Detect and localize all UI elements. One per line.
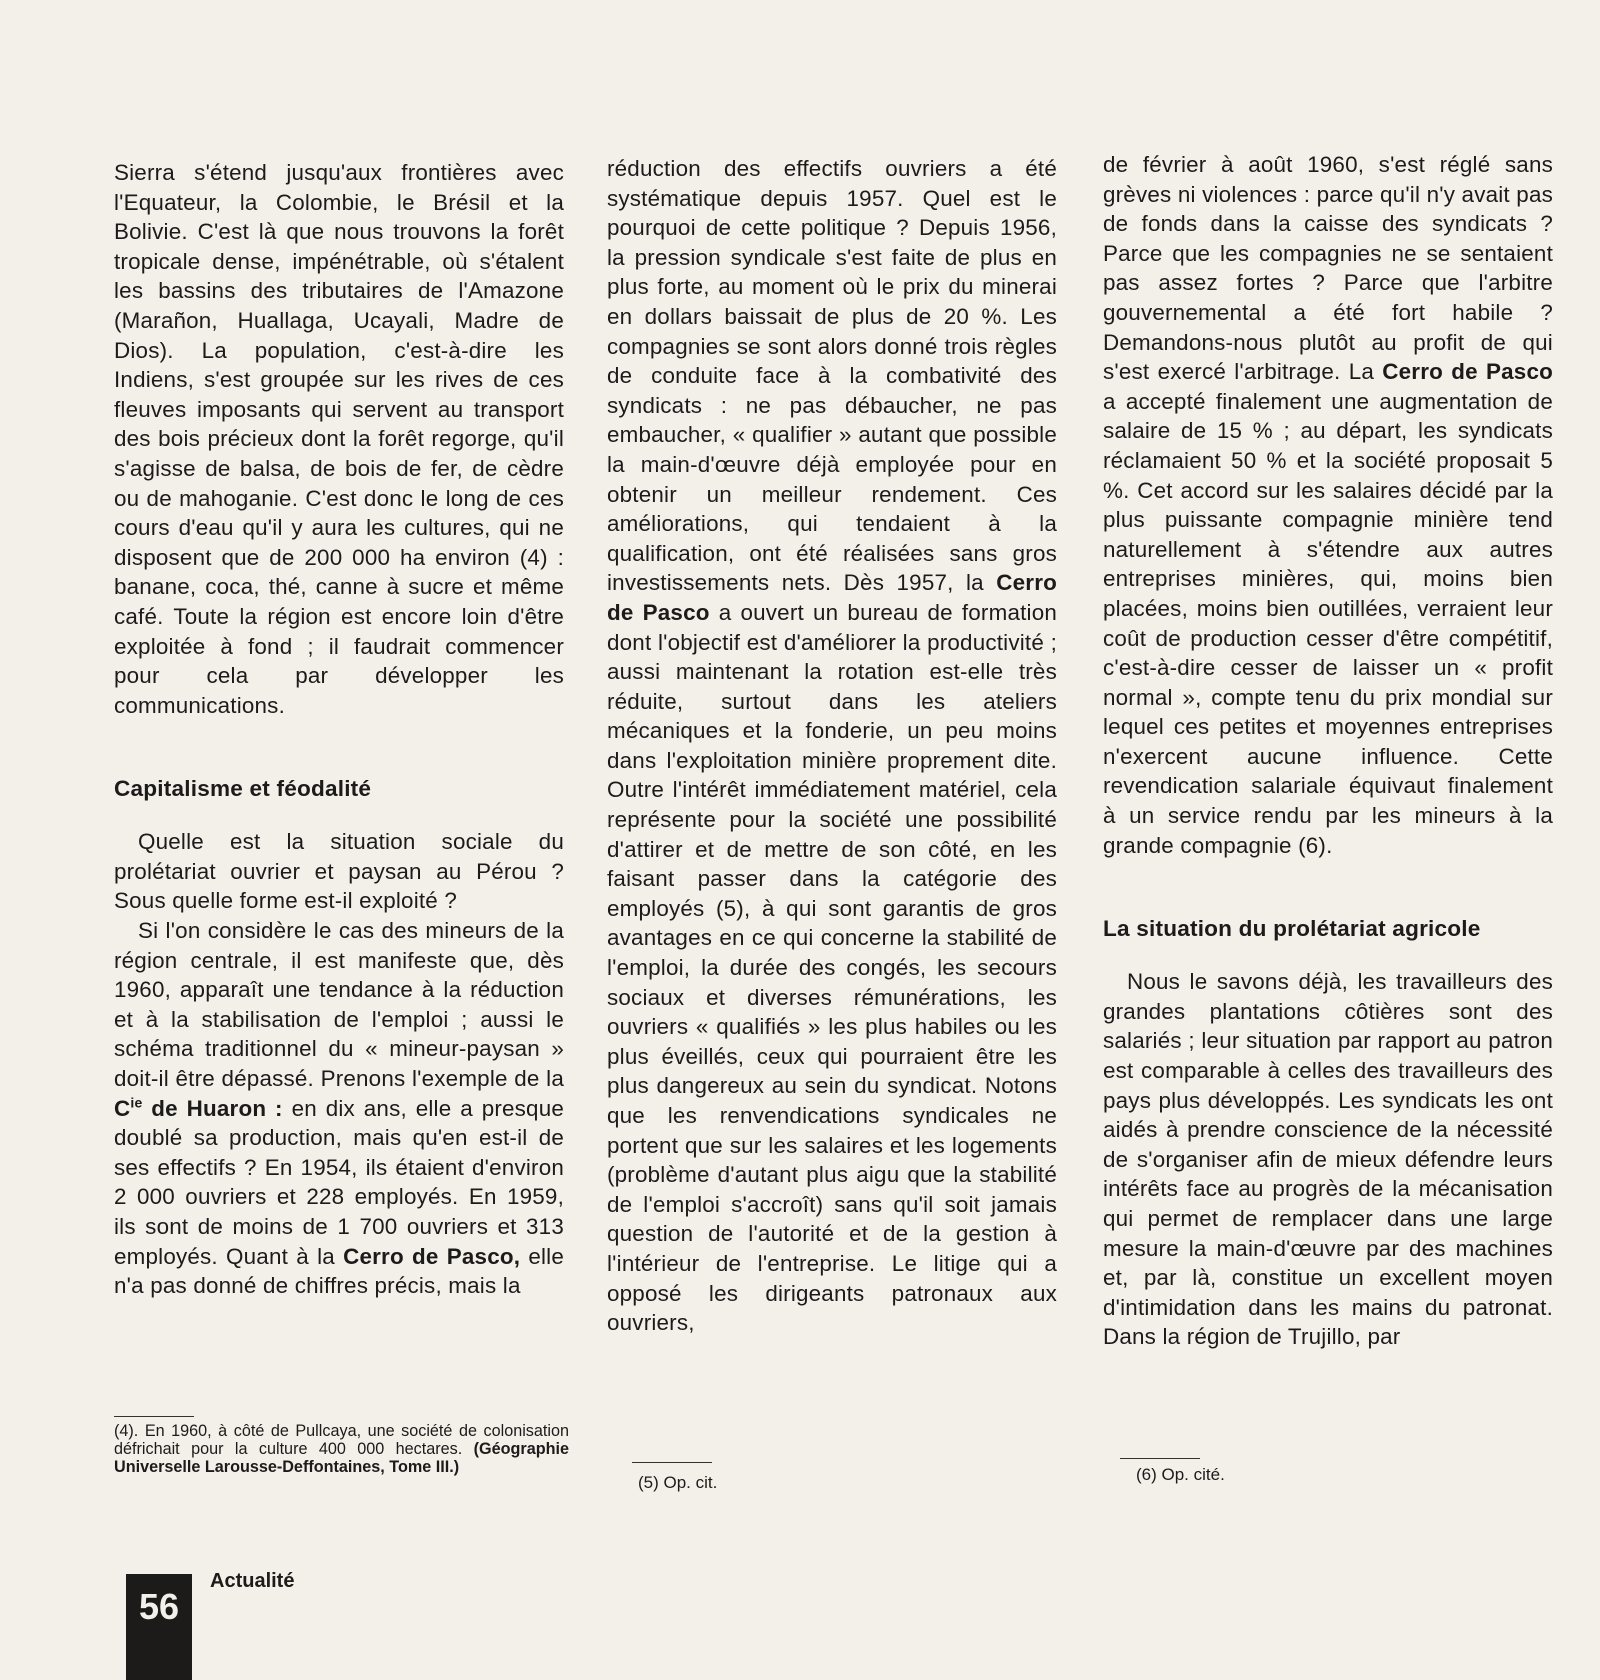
paragraph [607, 154, 1057, 1338]
text-run: a accepté finalement une augmentation de salaire de 15 % ; au départ, les syndicats réclamaient 50 % et la société proposait 5 %. Cet accord sur les salaires décidé par la plus puissante compagnie minière tend naturellement à s'étendre aux autres entreprises minières, qui, moins bien placées, moins bien outillées, verraient leur coût de production cesser d'être compétitif, c'est-à-dire cesser de laisser un « profit normal », compte tenu du prix mondial sur lequel ces petites et moyennes entreprises n'exercent aucune influence. Cette revendication salariale équivaut finalement à un service rendu par les mineurs à la grande compagnie (6). [1103, 388, 1553, 858]
paragraph [1103, 150, 1553, 860]
column-1 [114, 158, 564, 1301]
footnote-source: (Géographie Universelle Larousse-Deffontaines, Tome III.) [114, 1440, 569, 1477]
footnote-6: (6) Op. cité. [1136, 1465, 1225, 1484]
text-run: en dix ans, elle a presque doublé sa production, mais qu'en est-il de ses effectifs ? En 1954, ils étaient d'environ 2 000 ouvriers et 228 employés. En 1959, ils sont de moins de 1 700 ouvriers et 313 employés. Quant à la [114, 1095, 565, 1269]
paragraph: Nous le savons déjà, les travailleurs des grandes plantations côtières sont des salariés ; leur situation par rapport au patron est comparable à celles des travailleurs des pays plus développés. Les syndicats les ont aidés à prendre conscience de la nécessité de s'organiser afin de mieux défendre leurs intérêts face au progrès de la mécanisation qui permet de remplacer dans une large mesure la main-d'œuvre par des machines et, par là, constitue un excellent moyen d'intimidation dans les mains du patronat. Dans la région de Trujillo, par [1103, 969, 1553, 1350]
page-number-block [126, 1574, 192, 1680]
footnote-rule [632, 1462, 712, 1463]
footnote-rule [1120, 1458, 1200, 1459]
column-3 [1103, 150, 1553, 1352]
text-run: C [114, 1095, 131, 1121]
paragraph: Sierra s'étend jusqu'aux frontières avec l'Equateur, la Colombie, le Brésil et la Bolivie. C'est là que nous trouvons la forêt tropicale dense, impénétrable, où s'étalent les bassins des tributaires de l'Amazone (Marañon, Huallaga, Ucayali, Madre de Dios). La population, c'est-à-dire les Indiens, s'est groupée sur les rives de ces fleuves imposants qui servent au transport des bois précieux dont la forêt regorge, qu'il s'agisse de balsa, de bois de fer, de cèdre ou de mahoganie. C'est donc le long de ces cours d'eau qu'il y aura les cultures, qui ne disposent que de 200 000 ha environ (4) : banane, coca, thé, canne à sucre et même café. Toute la région est encore loin d'être exploitée à fond ; il faudrait commencer pour cela par développer les communications. [114, 160, 564, 718]
paragraph: Quelle est la situation sociale du prolétariat ouvrier et paysan au Pérou ? Sous quelle forme est-il exploité ? [114, 829, 564, 914]
section-heading: Capitalisme et féodalité [114, 776, 372, 802]
paragraph [114, 916, 564, 1301]
footnote-5: (5) Op. cit. [638, 1473, 718, 1492]
column-2 [607, 154, 1057, 1338]
page-number: 56 [138, 1586, 180, 1627]
text-run: a ouvert un bureau de formation dont l'objectif est d'améliorer la productivité ; aussi maintenant la rotation est-elle très réduite, surtout dans les ateliers mécaniques et la fonderie, un peu moins dans l'exploitation minière proprement dite. Outre l'intérêt immédiatement matériel, cela représente pour la société une possibilité d'attirer et de mettre de son côté, en les faisant passer dans la catégorie des employés (5), à qui sont garantis de gros avantages en ce qui concerne la stabilité de l'emploi, la durée des congés, les secours sociaux et diverses rémunérations, les ouvriers « qualifiés » les plus habiles ou les plus éveillés, ceux qui pourraient être les plus dangereux au sein du syndicat. Notons que les renvendications syndicales ne portent que sur les salaires et les logements (problème d'autant plus aigu que la stabilité de l'emploi s'accroît) sans qu'il soit jamais question de l'autorité et de la gestion à l'intérieur de l'entreprise. Le litige qui a opposé les dirigeants patronaux aux ouvriers, [607, 599, 1057, 1336]
text-run: Si l'on considère le cas des mineurs de la région centrale, il est manifeste que, dès 1960, apparaît une tendance à la réduction et à la stabilisation de l'emploi ; aussi le schéma traditionnel du « mineur-paysan » doit-il être dépassé. Prenons l'exemple de la [114, 918, 564, 1092]
text-run: de Huaron : [151, 1095, 283, 1121]
magazine-name: Actualité [210, 1570, 295, 1592]
company-name [114, 1096, 283, 1121]
footnote-rule [114, 1416, 194, 1417]
company-name: Cerro de Pasco [1382, 359, 1553, 385]
superscript: ie [130, 1094, 143, 1111]
text-run: (4). En 1960, à côté de Pullcaya, une société de colonisation défrichait pour la culture 400 000 hectares. [114, 1422, 569, 1459]
text-run: réduction des effectifs ouvriers a été systématique depuis 1957. Quel est le pourquoi de cette politique ? Depuis 1956, la pression syndicale s'est faite de plus en plus forte, au moment où le prix du minerai en dollars baissait de plus de 20 %. Les compagnies se sont alors donné trois règles de conduite face à la combativité des syndicats : ne pas débaucher, ne pas embaucher, « qualifier » autant que possible la main-d'œuvre déjà employée pour en obtenir un meilleur rendement. Ces améliorations, qui tendaient à la qualification, ont été réalisées sans gros investissements nets. Dès 1957, la [607, 156, 1057, 596]
company-name: Cerro de Pasco, [343, 1243, 521, 1269]
text-run: de février à août 1960, s'est réglé sans grèves ni violences : parce qu'il n'y avait pas de fonds dans la caisse des syndicats ? Parce que les compagnies ne se sentaient pas assez fortes ? Parce que l'arbitre gouvernemental a été fort habile ? Demandons-nous plutôt au profit de qui s'est exercé l'arbitrage. La [1103, 152, 1553, 385]
section-heading: La situation du prolétariat agricole [1103, 916, 1481, 942]
text-run: elle n'a pas donné de chiffres précis, mais la [114, 1243, 565, 1299]
footnote-4 [114, 1422, 569, 1477]
company-name: Cerro de Pasco [607, 570, 1057, 625]
